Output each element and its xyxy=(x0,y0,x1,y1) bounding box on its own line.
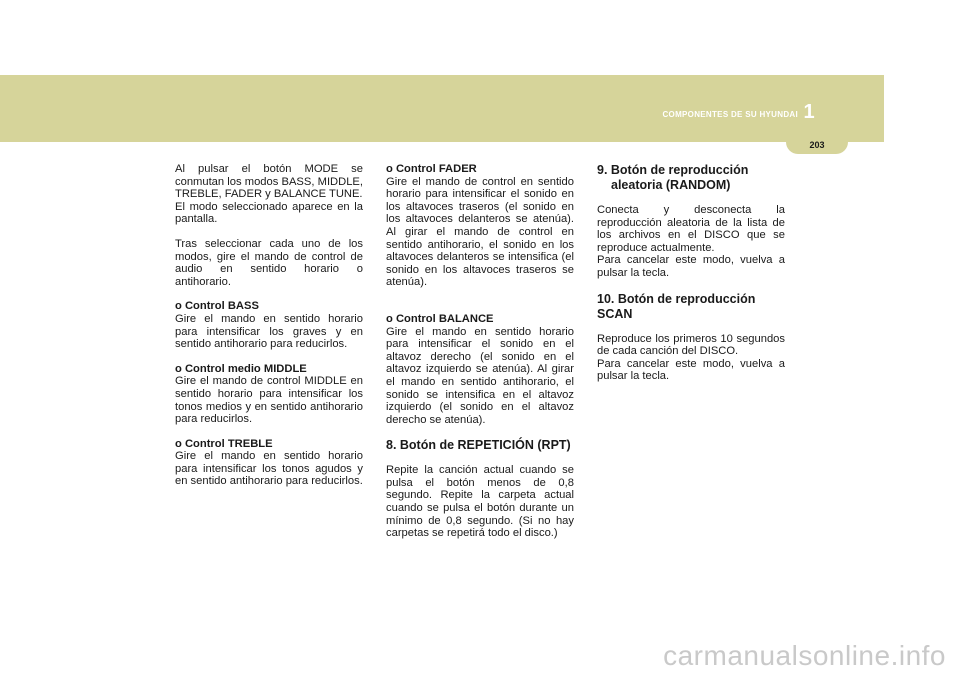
rpt-text: Repite la canción actual cuando se pulsa el botón menos de 0,8 segundo. Repite la carpeta actual cuando se pulsa el botón durante un mínimo de 0,8 segundo. (Si no hay carpetas se repetirá todo el disco.) xyxy=(386,464,574,540)
audio-knob-paragraph: Tras seleccionar cada uno de los modos, gire el mando de control de audio en sentido horario o antihorario. xyxy=(175,237,363,288)
random-title-line-1: 9. Botón de reproducción xyxy=(597,163,749,177)
treble-text: Gire el mando en sentido horario para intensificar los tonos agudos y en sentido antihorario para reducirlos. xyxy=(175,450,363,488)
random-text-2: Para cancelar este modo, vuelva a pulsar la tecla. xyxy=(597,254,785,279)
chapter-title: COMPONENTES DE SU HYUNDAI xyxy=(662,110,798,119)
middle-section xyxy=(175,363,363,426)
mode-paragraph: Al pulsar el botón MODE se conmutan los modos BASS, MIDDLE, TREBLE, FADER y BALANCE TUNE. xyxy=(175,163,363,201)
random-title xyxy=(597,163,785,193)
treble-title: o Control TREBLE xyxy=(175,437,273,450)
random-text-1: Conecta y desconecta la reproducción aleatoria de la lista de los archivos en el DISCO que se reproduce actualmente. xyxy=(597,204,785,254)
random-title-line-2: aleatoria (RANDOM) xyxy=(611,178,731,192)
scan-text-1: Reproduce los primeros 10 segundos de cada canción del DISCO. xyxy=(597,332,785,358)
fader-text: Gire el mando de control en sentido horario para intensificar el sonido en los altavoces traseros (el sonido en los altavoces delanteros se atenúa). Al girar el mando de control en sentido antihorario, el sonido en los altavoces delanteros se intensifica (el sonido en los altavoces traseros se atenúa). xyxy=(386,175,574,289)
balance-text: Gire el mando en sentido horario para intensificar el sonido en el altavoz derecho (el sonido en el altavoz izquierdo se atenúa). Al girar el mando en sentido antihorario, el sonido se intensifica en el altavoz izquierdo (el sonido en el altavoz derecho se atenúa). xyxy=(386,325,574,426)
middle-text: Gire el mando de control MIDDLE en sentido horario para intensificar los tonos medios y en sentido antihorario para reducirlos. xyxy=(175,375,363,426)
bass-text: Gire el mando en sentido horario para intensificar los graves y en sentido antihorario para reducirlos. xyxy=(175,312,363,351)
middle-title: o Control medio MIDDLE xyxy=(175,362,307,375)
page-number: 203 xyxy=(809,140,825,150)
column-2 xyxy=(386,163,574,552)
column-1 xyxy=(175,163,363,500)
header-band xyxy=(0,75,884,142)
scan-title: 10. Botón de reproducción SCAN xyxy=(597,291,756,321)
balance-title: o Control BALANCE xyxy=(386,312,494,325)
column-3 xyxy=(597,163,785,395)
chapter-number: 1 xyxy=(803,101,815,123)
balance-section xyxy=(386,313,574,426)
treble-section xyxy=(175,438,363,488)
watermark: carmanualsonline.info xyxy=(663,640,946,671)
scan-text-2: Para cancelar este modo, vuelva a pulsar la tecla. xyxy=(597,357,785,383)
fader-title: o Control FADER xyxy=(386,163,477,175)
bass-section xyxy=(175,300,363,350)
rpt-title: 8. Botón de REPETICIÓN (RPT) xyxy=(386,438,571,453)
mode-display-paragraph: El modo seleccionado aparece en la pantalla. xyxy=(175,200,363,226)
fader-section xyxy=(386,163,574,289)
bass-title: o Control BASS xyxy=(175,300,259,313)
